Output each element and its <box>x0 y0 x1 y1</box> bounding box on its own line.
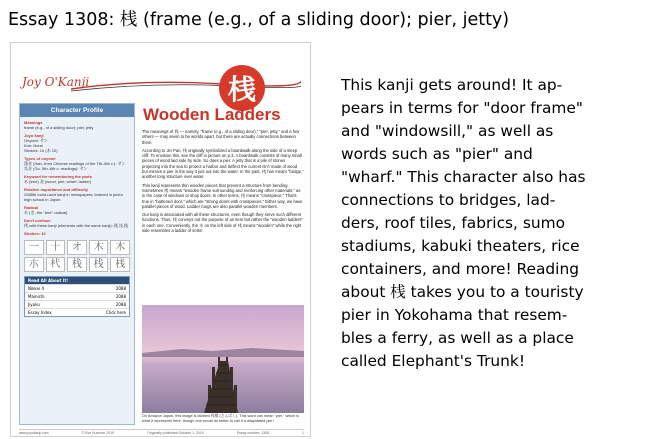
footer-item: © Eve Kushner 2019 <box>81 431 115 435</box>
stroke-cell: オ <box>67 240 87 255</box>
read-all-row <box>25 292 129 300</box>
essay-body <box>142 129 304 236</box>
read-all-box <box>24 276 130 317</box>
footer-item: Essay number: 1308 <box>236 431 269 435</box>
page-footer <box>19 429 304 435</box>
footer-item: Originally published October 1, 2019 <box>147 431 204 435</box>
stroke-cell: 木 <box>110 240 130 255</box>
profile-text: Onyomi: サン <box>24 138 48 143</box>
stroke-cell: 十 <box>46 240 66 255</box>
description-line: and "windowsill," as well as <box>341 122 554 140</box>
essay-title: Essay 1308: 桟 (frame (e.g., of a sliding door); pier, jetty) <box>8 10 510 30</box>
read-all-key: Essay Index <box>28 310 52 315</box>
brand-swoosh <box>71 75 301 93</box>
read-all-value: Click here <box>106 310 126 315</box>
profile-text: 呉音 (Go, 5th–6th c. readings): サン <box>24 166 88 171</box>
description-line: containers, and more! Reading <box>341 260 579 278</box>
photo-caption: On Amazon Japan, this image is labeled 桟橋 (さんばし). This word can mean "pier," which is what it represents here, though one would do better to call it a dilapidated pier! <box>142 414 299 423</box>
stroke-cell: 朩 <box>24 257 44 272</box>
brand-logo: Joy O'Kanji <box>22 75 90 89</box>
read-all-row <box>25 308 129 316</box>
profile-label: Don't confuse <box>24 218 51 223</box>
stroke-cell: 木 <box>89 240 109 255</box>
profile-text: 漢音 (Han, from Chinese readings of the 7th–8th c.): サン <box>24 161 126 166</box>
stroke-order-label: Strokes: 10 <box>24 231 46 236</box>
essay-heading: Wooden Ladders <box>143 105 281 124</box>
kanji-badge: 桟 <box>219 65 265 111</box>
character-profile <box>19 103 135 425</box>
profile-text: 木 (き, the "tree" radical) <box>24 210 68 215</box>
stroke-cell: 栈 <box>89 257 109 272</box>
description-line: pier in Yokohama that resem- <box>341 306 568 324</box>
description-line: about 桟 takes you to a touristy <box>341 283 584 301</box>
description-line: pears in terms for "door frame" <box>341 99 583 117</box>
profile-text: Kun: None <box>24 143 43 148</box>
essay-page-thumbnail[interactable] <box>10 42 311 437</box>
profile-text: frame (e.g., of a sliding door); pier, jetty <box>24 125 94 130</box>
pier-photo <box>142 305 304 413</box>
profile-lines <box>20 120 134 228</box>
profile-title: Character Profile <box>20 104 134 117</box>
read-all-key: Jiyuku <box>28 302 40 307</box>
footer-item: www.joyokanji.com <box>19 431 49 435</box>
profile-label: Meanings <box>24 120 43 125</box>
profile-text: 木 (tree) 戔 (wood, pier, wharf, ladder) <box>24 179 92 184</box>
profile-label: Relative importance and difficulty <box>24 187 89 192</box>
stroke-order-grid <box>24 240 130 272</box>
profile-label: Radical <box>24 205 39 210</box>
stroke-cell: 栈 <box>67 257 87 272</box>
read-all-value: 2088 <box>115 294 126 299</box>
profile-label: Keyword for remembering the parts <box>24 174 92 179</box>
body-paragraph: This kanji represents thin wooden pieces that prevent a structure from bending. Sometimes 桟 means "wooden frame surrounding and reinforcing other materials," as in the case of windows or shoji doors. In other terms, 桟 means "crosspiece." That's true in "battened door," which are "strong doors with crosspieces." Either way, we have parallel pieces of wood. Ladder rungs are also parallel wooden members. <box>142 182 303 209</box>
description-line: bles a ferry, as well as a place <box>341 329 574 347</box>
description-line: ders, roof tiles, fabrics, sumo <box>341 214 566 232</box>
profile-label: Joyo kanji <box>24 133 44 138</box>
read-all-key: Mainichi <box>28 294 45 299</box>
description-line: "wharf." This character also has <box>341 168 586 186</box>
description-line: This kanji gets around! It ap- <box>341 76 563 94</box>
description-line: words such as "pier" and <box>341 145 533 163</box>
read-all-key: Nikkei 4 <box>28 286 44 291</box>
profile-label: Types of onyomi <box>24 156 56 161</box>
read-all-row <box>25 300 129 308</box>
read-all-title: Read All About It! <box>25 277 129 284</box>
body-paragraph: According to Jin Pan, 桟 originally symbolized a boardwalk along the side of a steep cliff. To envision this, see the cliff in picture on p.3. A boardwalk consists of many small pieces of wood laid side by side. So does a pier. A jetty that is a pile of stones projecting into the sea to protect a harbor and deflect the current isn't made of wood but mimics a pier in the way it juts out into the water. In the past, 桟 has meant "bridge," another long structure over water. <box>142 147 304 180</box>
body-paragraph: Our kanji is associated with all these structures, even though they serve such different functions. Thus, 桟 conveys not the purpose of an item but rather the "wooden ladders" in each one. Conveniently, the 木 on the left side of 桟 means "wooden" while the right side resembles a ladder of sorts! <box>142 212 303 234</box>
description-line: stadiums, kabuki theaters, rice <box>341 237 580 255</box>
stroke-cell: 杙 <box>46 257 66 272</box>
kanji-description <box>341 74 641 373</box>
profile-text: 桟 with these kanji (elements with the same kanji): 銭 浅 践 <box>24 223 129 228</box>
description-line: called Elephant's Trunk! <box>341 352 525 370</box>
body-paragraph: The meanings of 桟 — namely, "frame (e.g., of a sliding door)," "pier, jetty," and a few others — may seem to be worlds apart, but there are actually connections between them. <box>142 129 300 145</box>
description-line: connections to bridges, lad- <box>341 191 556 209</box>
read-all-value: 2088 <box>115 286 126 291</box>
read-all-value: 2088 <box>115 302 126 307</box>
profile-text: Strokes: 10 (木 10) <box>24 148 58 153</box>
footer-item: 1 <box>302 431 304 435</box>
read-all-row <box>25 284 129 292</box>
stroke-cell: 一 <box>24 240 44 255</box>
profile-text: 2088th most-used kanji in newspapers; learned in junior high school in Japan <box>24 192 123 202</box>
stroke-cell: 桟 <box>110 257 130 272</box>
